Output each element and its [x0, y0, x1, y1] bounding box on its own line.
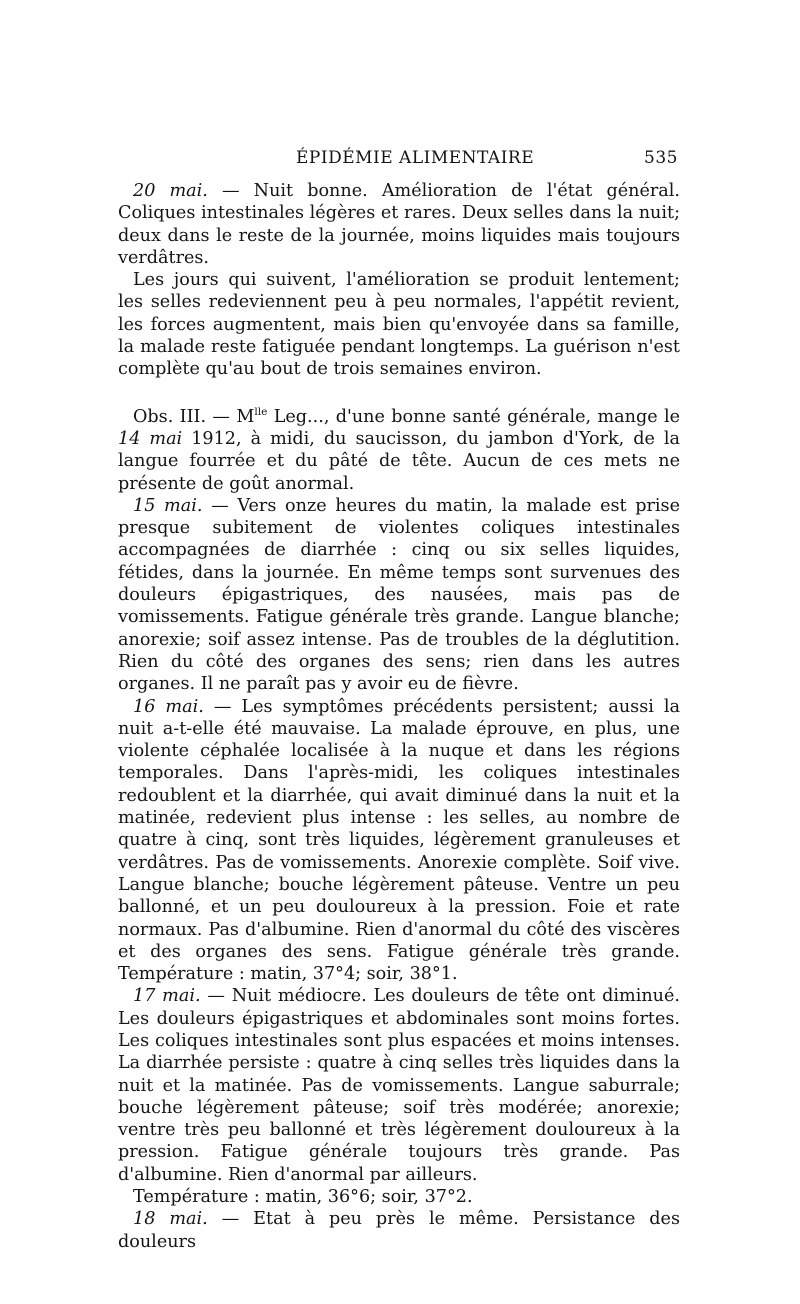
paragraph-following-days — [118, 269, 680, 380]
observation-title-superscript: lle — [254, 405, 268, 418]
entry-text: Les jours qui suivent, l'amélioration se produit lentement; les selles redeviennent peu à peu normales, l'appétit revient, les forces augmentent, mais bien qu'envoyée dans sa famille, la malade reste fatiguée pendant longtemps. La guérison n'est complète qu'au bout de trois semaines environ. — [118, 270, 680, 380]
entry-date: 18 mai. — [133, 1209, 208, 1230]
entry-text: — Vers onze heures du matin, la malade est prise presque subitement de violentes coliques intestinales accompagnées de diarrhée : cinq ou six selles liquides, fétides, dans la journée. En même temps sont survenues des douleurs épigastriques, des nausées, mais pas de vomissements. Fatigue générale très grande. Langue blanche; anorexie; soif assez intense. Pas de troubles de la déglutition. Rien du côté des organes des sens; rien dans les autres organes. Il ne paraît pas y avoir eu de fièvre. — [118, 495, 680, 695]
running-title: ÉPIDÉMIE ALIMENTAIRE — [296, 148, 535, 168]
observation-text-1: Leg..., d'une bonne santé générale, mange le — [267, 406, 680, 427]
paragraph-temperature — [118, 1186, 680, 1208]
page-number: 535 — [644, 148, 678, 168]
entry-text: — Nuit bonne. Amélioration de l'état général. Coliques intestinales légères et rares. Deux selles dans la nuit; deux dans le reste de la journée, moins liquides mais toujours verdâtres. — [118, 181, 680, 268]
observation-label: Obs. III. — M — [133, 406, 255, 427]
paragraph-20-mai — [118, 180, 680, 269]
paragraph-16-mai — [118, 696, 680, 986]
entry-date: 20 mai. — [133, 181, 208, 201]
page-header — [118, 146, 678, 172]
paragraph-observation-iii — [118, 406, 680, 495]
entry-text: Température : matin, 36°6; soir, 37°2. — [133, 1187, 473, 1208]
entry-text: — Nuit médiocre. Les douleurs de tête ont diminué. Les douleurs épigastriques et abdominales sont moins fortes. Les coliques intestinales sont plus espacées et moins intenses. La diarrhée persiste : quatre à cinq selles très liquides dans la nuit et la matinée. Pas de vomissements. Langue saburrale; bouche légèrement pâteuse; soif très modérée; anorexie; ventre très peu ballonné et très légèrement douloureux à la pression. Fatigue générale toujours très grande. Pas d'albumine. Rien d'anormal par ailleurs. — [118, 986, 681, 1185]
observation-date: 14 mai — [118, 428, 183, 449]
body-text — [118, 180, 680, 1253]
entry-date: 17 mai. — [133, 986, 201, 1007]
entry-text: — Etat à peu près le même. Persistance des douleurs — [118, 1209, 680, 1252]
entry-date: 15 mai. — [133, 495, 203, 516]
paragraph-17-mai — [118, 985, 680, 1186]
observation-text-2: 1912, à midi, du saucisson, du jambon d'York, de la langue fourrée et du pâté de tête. Aucun de ces mets ne présente de goût anormal. — [118, 428, 681, 494]
entry-text: — Les symptômes précédents persistent; aussi la nuit a-t-elle été mauvaise. La malade éprouve, en plus, une violente céphalée localisée à la nuque et dans les régions temporales. Dans l'après-midi, les coliques intestinales redoublent et la diarrhée, qui avait diminué dans la nuit et la matinée, redevient plus intense : les selles, au nombre de quatre à cinq, sont très liquides, légèrement granuleuses et verdâtres. Pas de vomissements. Anorexie complète. Soif vive. Langue blanche; bouche légèrement pâteuse. Ventre un peu ballonné, et un peu douloureux à la pression. Foie et rate normaux. Pas d'albumine. Rien d'anormal du côté des viscères et des organes des sens. Fatigue générale très grande. Température : matin, 37°4; soir, 38°1. — [118, 696, 680, 985]
entry-date: 16 mai. — [133, 696, 204, 717]
paragraph-18-mai — [118, 1208, 680, 1253]
paragraph-15-mai — [118, 495, 680, 696]
